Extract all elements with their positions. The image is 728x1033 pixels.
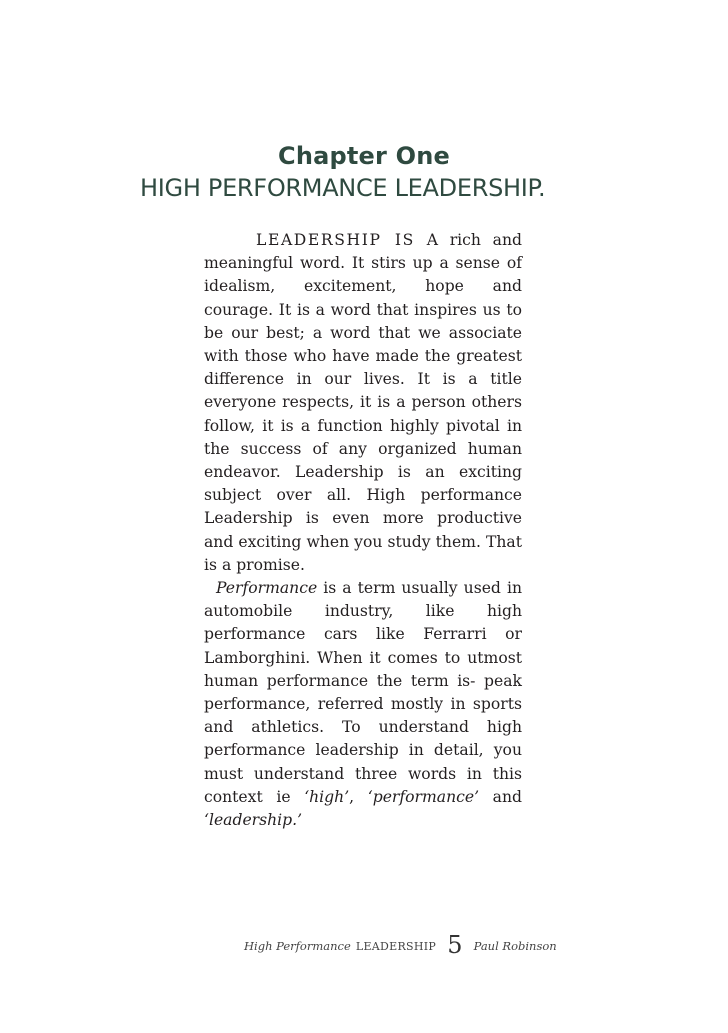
paragraph-2-text: is a term usually used in automobile industry, like high performance cars like Ferrarri or Lamborghini. When it comes to utmost human performance the term is- peak performance, referred mostly in sports and athletics. To understand high performance leadership in detail, you must understand three words in this context ie xyxy=(204,579,522,806)
word-performance: ‘performance’ xyxy=(367,787,480,806)
paragraph-1-lead: LEADERSHIP IS xyxy=(256,231,415,249)
footer-book-title-caps: LEADERSHIP xyxy=(355,940,437,953)
word-high: ‘high’ xyxy=(304,787,350,806)
separator-and: and xyxy=(479,787,522,806)
body-text xyxy=(204,229,522,832)
paragraph-2-emphasis: Performance xyxy=(216,579,318,598)
separator-1: , xyxy=(349,787,368,806)
paragraph-1-text: A rich and meaningful word. It stirs up a sense of idealism, excitement, hope and courage. It is a word that inspires us to be our best; a word that we associate with those who have made the greatest difference in our lives. It is a title everyone respects, it is a person others follow, it is a function highly pivotal in the success of any organized human endeavor. Leadership is an exciting subject over all. High performance Leadership is even more productive and exciting when you study them. That is a promise. xyxy=(204,231,522,574)
paragraph-1 xyxy=(204,229,522,577)
word-leadership: ‘leadership.’ xyxy=(204,811,303,830)
page-footer xyxy=(244,928,557,959)
paragraph-2 xyxy=(204,577,522,832)
footer-book-title: High Performance xyxy=(244,939,351,953)
footer-author: Paul Robinson xyxy=(473,939,557,953)
page-number: 5 xyxy=(447,931,463,959)
chapter-number: Chapter One xyxy=(278,142,450,170)
chapter-title: HIGH PERFORMANCE LEADERSHIP. xyxy=(140,174,546,202)
